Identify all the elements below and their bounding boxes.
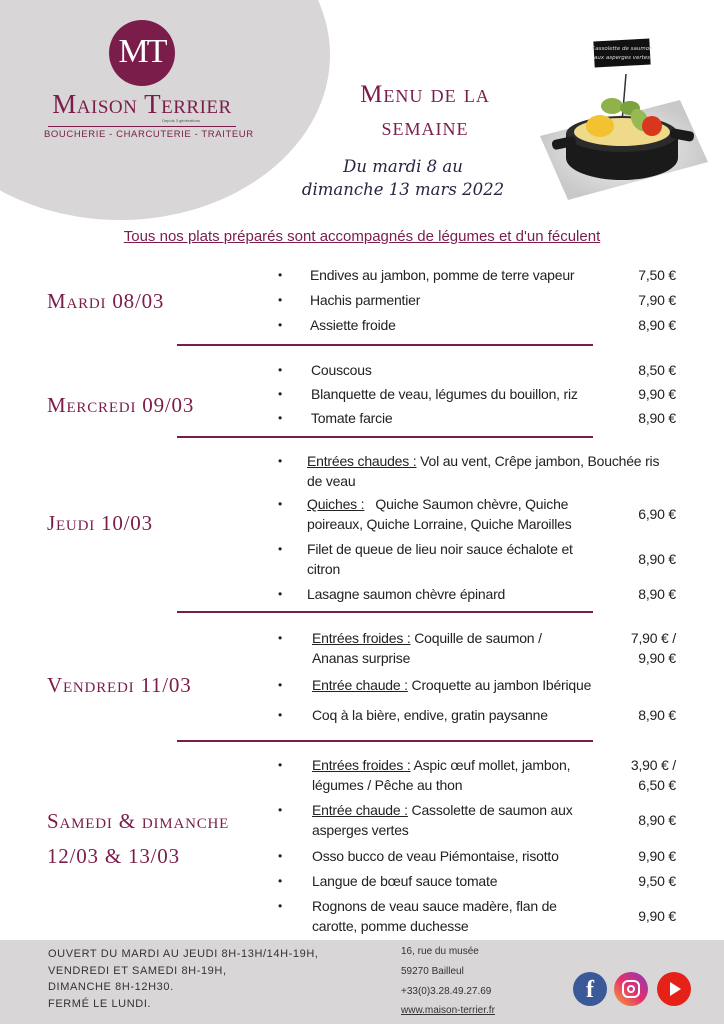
bullet: •	[278, 411, 283, 425]
logo-initials: MT	[118, 33, 166, 70]
logo-divider	[48, 126, 236, 127]
dish-label: Quiches :	[307, 496, 365, 512]
dish-price: 7,50 €	[638, 267, 676, 283]
dish-price: 8,90 €	[638, 317, 676, 333]
logo-tagline: Depuis 3 générations	[162, 118, 200, 123]
dish-label: Entrées froides :	[312, 757, 411, 773]
menu-item	[270, 800, 690, 840]
dish-text: Croquette au jambon Ibérique	[407, 677, 592, 693]
day-heading: Vendredi 11/03	[47, 673, 192, 697]
bullet: •	[278, 293, 283, 307]
dish-name	[312, 628, 582, 668]
youtube-play	[670, 982, 681, 996]
menu-item	[270, 755, 690, 795]
dish-name: Coq à la bière, endive, gratin paysanne	[312, 707, 548, 723]
menu-subtitle: Tous nos plats préparés sont accompagnés de légumes et d'un féculent	[123, 228, 601, 245]
dish-price: 8,90 €	[638, 812, 676, 828]
section-divider	[177, 436, 593, 438]
bullet: •	[278, 803, 283, 817]
dish-name: Osso bucco de veau Piémontaise, risotto	[312, 848, 559, 864]
dish-label: Entrées froides :	[312, 630, 411, 646]
dish-name: Endives au jambon, pomme de terre vapeur	[310, 267, 575, 283]
logo-emblem	[109, 20, 175, 86]
dish-text: Aspic œuf mollet, jambon, légumes / Pêche au thon	[312, 757, 571, 793]
day-heading: Mercredi 09/03	[47, 393, 195, 417]
dish-price: 7,90 € / 9,90 €	[630, 630, 676, 666]
dish-text: Vol au vent, Crêpe jambon, Bouchée ris de veau	[307, 453, 660, 489]
dish-name: Assiette froide	[310, 317, 396, 333]
dish-price: 3,90 € / 6,50 €	[630, 757, 676, 793]
dish-text: Coquille de saumon / Ananas surprise	[312, 630, 542, 666]
dish-name	[312, 755, 597, 795]
dish-card-line1: Cassolette de saumon	[591, 46, 653, 52]
dish-name: Couscous	[311, 362, 372, 378]
contact-info	[401, 942, 495, 1021]
dish-price: 8,90 €	[638, 707, 676, 723]
dish-name	[307, 494, 607, 534]
bullet: •	[278, 542, 283, 556]
menu-item	[270, 896, 690, 936]
menu-title-line2: semaine	[381, 114, 469, 141]
day-heading: Jeudi 10/03	[47, 511, 153, 535]
address-city: 59270 Bailleul	[401, 965, 464, 977]
day-heading: Mardi 08/03	[47, 289, 165, 313]
section-divider	[177, 740, 593, 742]
bullet: •	[278, 758, 283, 772]
dish-name: Lasagne saumon chèvre épinard	[307, 586, 506, 602]
dish-name	[312, 675, 632, 695]
dish-price: 8,90 €	[638, 410, 676, 426]
dish-name	[312, 800, 597, 840]
section-divider	[177, 344, 593, 346]
dish-name: Langue de bœuf sauce tomate	[312, 873, 498, 889]
bullet: •	[278, 874, 283, 888]
dish-price: 8,90 €	[638, 586, 676, 602]
bullet: •	[278, 631, 283, 645]
hours-line: VENDREDI ET SAMEDI 8H-19H,	[48, 964, 227, 977]
dish-name	[307, 451, 662, 491]
bullet: •	[278, 849, 283, 863]
menu-dates	[268, 155, 538, 201]
opening-hours	[48, 946, 319, 1012]
bullet: •	[278, 497, 283, 511]
logo-subtitle: BOUCHERIE - CHARCUTERIE - TRAITEUR	[44, 129, 254, 140]
dish-name: Filet de queue de lieu noir sauce échalote et citron	[307, 541, 573, 577]
dish-label: Entrée chaude :	[312, 677, 408, 693]
facebook-icon[interactable]: f	[573, 972, 607, 1006]
bullet: •	[278, 587, 283, 601]
menu-item	[270, 628, 690, 668]
dish-price: 7,90 €	[638, 292, 676, 308]
instagram-lens	[627, 985, 635, 993]
logo	[44, 20, 254, 140]
bullet: •	[278, 708, 283, 722]
bullet: •	[278, 363, 283, 377]
menu-dates-line2: dimanche 13 mars 2022	[301, 180, 505, 199]
dish-name: Blanquette de veau, légumes du bouillon, riz	[311, 386, 578, 402]
dish-price: 9,90 €	[638, 908, 676, 924]
dish-price: 8,90 €	[638, 551, 676, 567]
hours-line: OUVERT DU MARDI AU JEUDI 8H-13H/14H-19H,	[48, 948, 319, 960]
instagram-icon[interactable]	[614, 972, 648, 1006]
section-divider	[177, 611, 593, 613]
bullet: •	[278, 454, 283, 468]
bullet: •	[278, 678, 283, 692]
hours-line: DIMANCHE 8H-12H30.	[48, 981, 174, 993]
menu-item	[270, 451, 690, 491]
dish-text: Cassolette de saumon aux asperges vertes	[312, 802, 573, 838]
bullet: •	[278, 268, 283, 282]
day-heading-dates: 12/03 & 13/03	[47, 844, 180, 868]
dish-text: Quiche Saumon chèvre, Quiche poireaux, Quiche Lorraine, Quiche Maroilles	[307, 496, 572, 532]
menu-item	[270, 539, 690, 579]
dish-name: Tomate farcie	[311, 410, 393, 426]
hours-line: FERMÉ LE LUNDI.	[48, 997, 152, 1010]
logo-name: Maison Terrier	[52, 89, 232, 119]
dish-label: Entrées chaudes :	[307, 453, 417, 469]
bullet: •	[278, 387, 283, 401]
bullet: •	[278, 899, 283, 913]
website-link[interactable]: www.maison-terrier.fr	[401, 1005, 495, 1017]
menu-title-line1: Menu de la	[360, 81, 490, 108]
dish-price: 8,50 €	[638, 362, 676, 378]
dish-price: 6,90 €	[638, 506, 676, 522]
dish-price: 9,90 €	[638, 848, 676, 864]
day-heading: Samedi & dimanche	[47, 809, 230, 833]
dish-price: 9,50 €	[638, 873, 676, 889]
dish-label: Entrée chaude :	[312, 802, 408, 818]
dish-name: Hachis parmentier	[310, 292, 421, 308]
address-street: 16, rue du musée	[401, 946, 479, 957]
dish-photo	[540, 34, 708, 200]
menu-item	[270, 494, 690, 534]
phone-number: +33(0)3.28.49.27.69	[401, 985, 492, 997]
youtube-icon[interactable]	[657, 972, 691, 1006]
dish-card-line2: aux asperges vertes	[593, 55, 651, 61]
menu-dates-line1: Du mardi 8 au	[343, 157, 463, 176]
dish-price: 9,90 €	[638, 386, 676, 402]
bullet: •	[278, 318, 283, 332]
menu-title	[330, 78, 520, 144]
dish-name: Rognons de veau sauce madère, flan de carotte, pomme duchesse	[312, 898, 557, 934]
